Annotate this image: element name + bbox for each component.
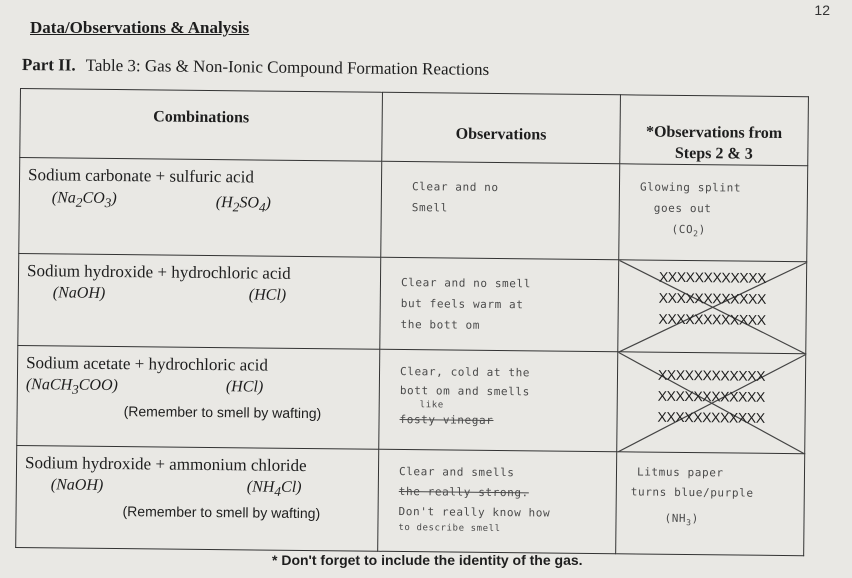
header-observations: Observations — [382, 92, 621, 163]
obs-line: but feels warm at — [400, 296, 524, 312]
table-row — [18, 253, 807, 353]
obs-line: the really strong. — [398, 484, 529, 500]
steps-line: Litmus paper — [636, 465, 724, 480]
page-number: 12 — [814, 2, 830, 18]
steps-line: Glowing splint — [639, 180, 742, 195]
wafting-note: (Remember to smell by wafting) — [122, 503, 321, 522]
formula-1: (NaOH) — [50, 476, 104, 494]
header-combinations: Combinations — [20, 89, 383, 162]
header-row — [20, 89, 809, 166]
obs-line: to describe smell — [398, 522, 501, 535]
steps-line: $(NH_3)$ — [664, 511, 699, 528]
crossed-out-cell — [618, 260, 807, 354]
formula-2: (HCl) — [248, 286, 287, 304]
crossed-text: XXXXXXXXXXXX — [658, 268, 767, 286]
steps-cell — [619, 164, 808, 262]
crossed-text: XXXXXXXXXXXX — [658, 310, 766, 328]
obs-line: like — [419, 400, 444, 411]
obs-line: fosty vinegar — [399, 412, 494, 427]
formula-1: (NaOH) — [52, 284, 106, 302]
obs-line: the bott om — [400, 317, 481, 332]
reactions-table — [15, 88, 809, 556]
steps-line: turns blue/purple — [630, 485, 754, 500]
table-row — [16, 445, 805, 555]
reaction-text: Sodium carbonate + sulfuric acid — [27, 165, 254, 187]
reaction-text: Sodium hydroxide + ammonium chloride — [24, 453, 307, 476]
crossed-text: XXXXXXXXXXXX — [657, 387, 766, 405]
reaction-text: Sodium acetate + hydrochloric acid — [26, 353, 269, 375]
crossed-out-cell — [617, 352, 806, 454]
obs-line: Clear and no smell — [400, 276, 532, 291]
table-row — [19, 158, 808, 262]
formula-2: $(H_2SO_4)$ — [215, 194, 272, 215]
footnote: * Don't forget to include the identity of the gas. — [272, 552, 583, 568]
steps-line: $(CO_2)$ — [671, 222, 706, 239]
section-title: Data/Observations & Analysis — [30, 18, 250, 37]
part-title — [22, 55, 489, 80]
observation-cell — [380, 257, 619, 351]
obs-line: Clear, cold at the — [399, 364, 531, 380]
reaction-text: Sodium hydroxide + hydrochloric acid — [26, 261, 291, 283]
part-label: Part II. — [21, 55, 76, 75]
obs-line: Smell — [411, 201, 448, 215]
formula-2: (HCl) — [225, 378, 264, 396]
crossed-text: XXXXXXXXXXXX — [657, 366, 766, 384]
crossed-text: XXXXXXXXXXXX — [657, 408, 765, 426]
observation-cell — [379, 349, 618, 451]
table-row — [17, 345, 806, 453]
header-steps: *Observations from Steps 2 & 3 — [620, 95, 809, 166]
combination-cell — [16, 445, 379, 551]
steps-line: goes out — [653, 201, 712, 216]
obs-line: bott om and smells — [399, 383, 530, 399]
obs-line: Clear and smells — [398, 464, 515, 480]
observation-cell — [378, 449, 617, 553]
formula-1: (NaCH$_3$COO) — [25, 376, 118, 397]
observation-cell — [381, 161, 620, 259]
combination-cell — [19, 158, 382, 258]
combination-cell — [17, 345, 380, 449]
wafting-note: (Remember to smell by wafting) — [123, 403, 322, 422]
steps-cell — [616, 452, 805, 556]
obs-line: Clear and no — [411, 180, 499, 195]
crossed-text: XXXXXXXXXXXX — [658, 289, 767, 307]
obs-line: Don't really know how — [398, 504, 551, 520]
formula-1: $(Na_2CO_3)$ — [51, 189, 117, 211]
combination-cell — [18, 253, 381, 349]
formula-2: $(NH_4Cl)$ — [246, 478, 302, 499]
table-title: Table 3: Gas & Non-Ionic Compound Formation Reactions — [85, 55, 490, 79]
